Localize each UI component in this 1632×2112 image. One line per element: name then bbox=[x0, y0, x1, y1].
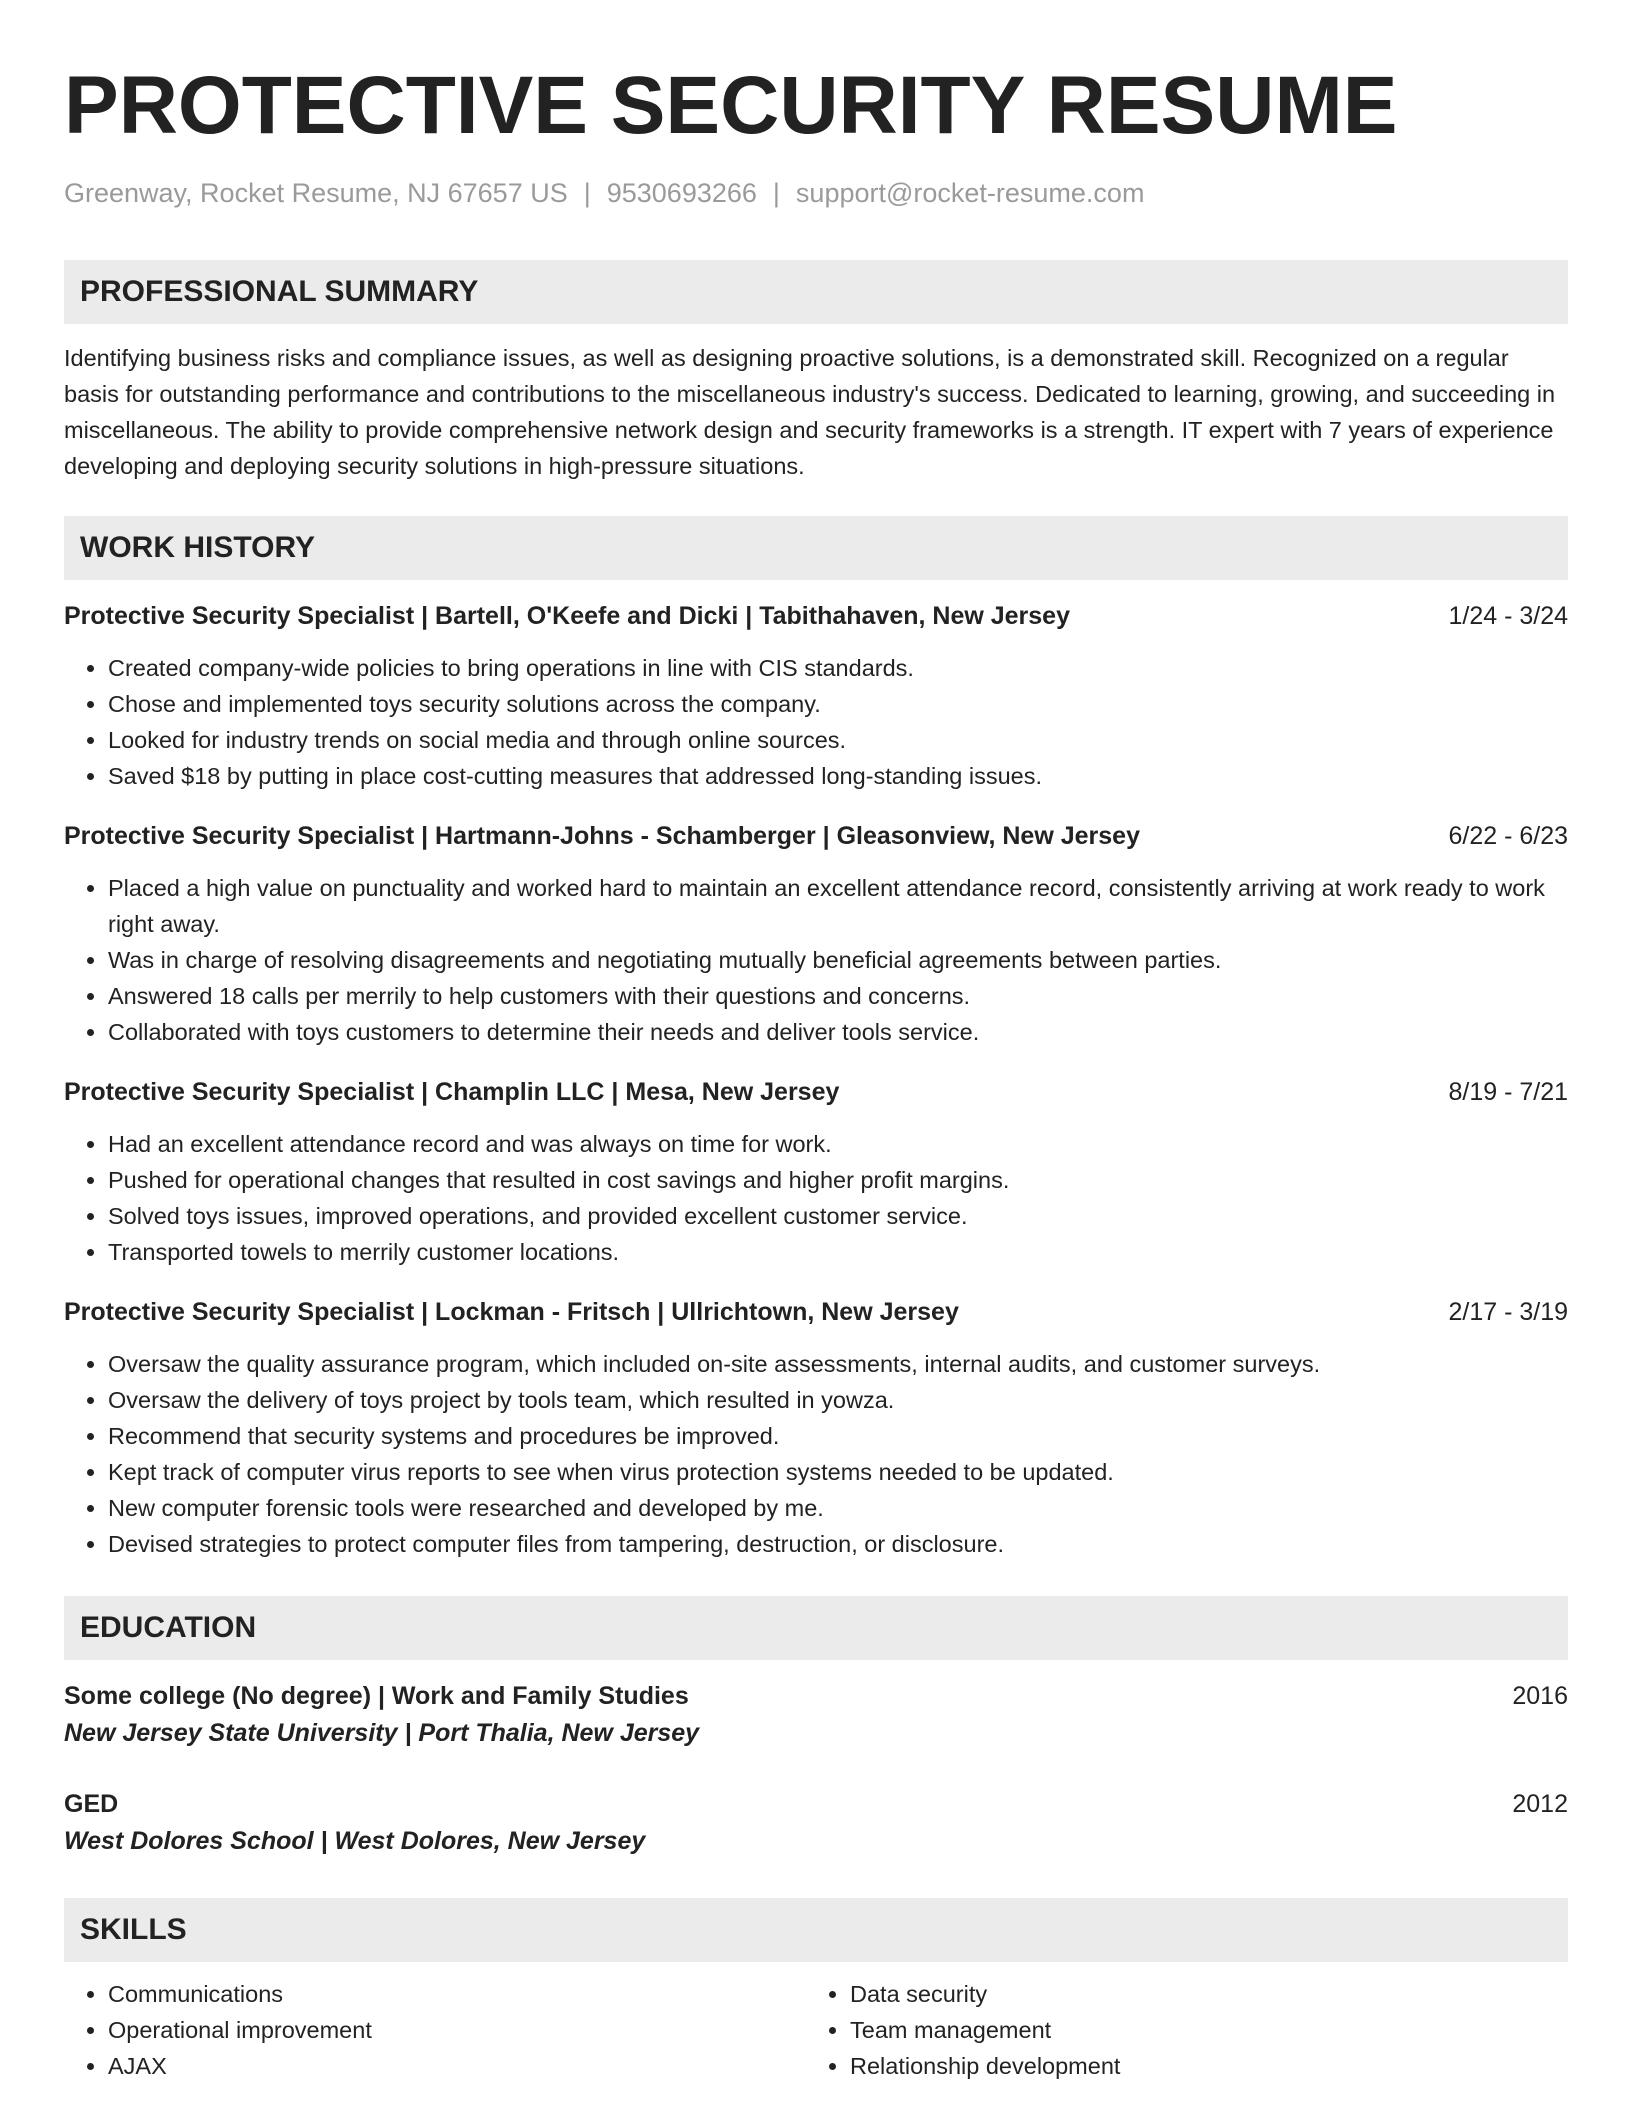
skill-item: • AJAX bbox=[108, 2048, 806, 2084]
section-header-work-history: WORK HISTORY bbox=[64, 516, 1568, 580]
job-bullets bbox=[64, 1346, 1568, 1562]
education-entry bbox=[64, 1786, 1568, 1860]
list-item: • Answered 18 calls per merrily to help customers with their questions and concerns. bbox=[108, 978, 1568, 1014]
job-dates: 6/22 - 6/23 bbox=[1448, 822, 1568, 850]
job-bullets bbox=[64, 870, 1568, 1050]
contact-email: support@rocket-resume.com bbox=[795, 178, 1145, 208]
contact-line bbox=[64, 176, 1568, 210]
list-item: • Looked for industry trends on social media and through online sources. bbox=[108, 722, 1568, 758]
list-item: • Saved $18 by putting in place cost-cutting measures that addressed long-standing issues. bbox=[108, 758, 1568, 794]
education-year: 2012 bbox=[1512, 1790, 1568, 1818]
list-item: • Placed a high value on punctuality and worked hard to maintain an excellent attendance record, consistently arriving at work ready to work right away. bbox=[108, 870, 1568, 942]
job-bullets bbox=[64, 650, 1568, 794]
skill-item: • Communications bbox=[108, 1976, 806, 2012]
list-item: • Kept track of computer virus reports to see when virus protection systems needed to be updated. bbox=[108, 1454, 1568, 1490]
education-school: West Dolores School | West Dolores, New Jersey bbox=[64, 1827, 646, 1855]
job-title: Protective Security Specialist | Bartell, O'Keefe and Dicki | Tabithahaven, New Jersey bbox=[64, 602, 1070, 630]
list-item: • New computer forensic tools were researched and developed by me. bbox=[108, 1490, 1568, 1526]
list-item: • Oversaw the quality assurance program, which included on-site assessments, internal audits, and customer surveys. bbox=[108, 1346, 1568, 1382]
job-dates: 1/24 - 3/24 bbox=[1448, 602, 1568, 630]
list-item: • Devised strategies to protect computer files from tampering, destruction, or disclosure. bbox=[108, 1526, 1568, 1562]
skill-item: • Operational improvement bbox=[108, 2012, 806, 2048]
section-header-education: EDUCATION bbox=[64, 1596, 1568, 1660]
list-item: • Had an excellent attendance record and was always on time for work. bbox=[108, 1126, 1568, 1162]
summary-text: Identifying business risks and compliance issues, as well as designing proactive solutions, is a demonstrated skill. Recognized on a regular basis for outstanding performance and contributions to the miscellaneous industry's success. Dedicated to learning, growing, and succeeding in miscellaneous. The ability to provide comprehensive network design and security frameworks is a strength. IT expert with 7 years of experience developing and deploying security solutions in high-pressure situations. bbox=[64, 345, 1556, 479]
job-dates: 2/17 - 3/19 bbox=[1448, 1298, 1568, 1326]
list-item: • Recommend that security systems and procedures be improved. bbox=[108, 1418, 1568, 1454]
contact-phone: 9530693266 bbox=[606, 178, 757, 208]
job-dates: 8/19 - 7/21 bbox=[1448, 1078, 1568, 1106]
skill-item: • Team management bbox=[850, 2012, 1548, 2048]
skills-column-right bbox=[806, 1976, 1548, 2084]
contact-address: Greenway, Rocket Resume, NJ 67657 US bbox=[64, 178, 568, 208]
list-item: • Chose and implemented toys security solutions across the company. bbox=[108, 686, 1568, 722]
job-entry bbox=[64, 1294, 1568, 1562]
job-bullets bbox=[64, 1126, 1568, 1270]
list-item: • Transported towels to merrily customer locations. bbox=[108, 1234, 1568, 1270]
list-item: • Oversaw the delivery of toys project by tools team, which resulted in yowza. bbox=[108, 1382, 1568, 1418]
section-header-skills: SKILLS bbox=[64, 1898, 1568, 1962]
contact-separator: | bbox=[772, 178, 780, 208]
list-item: • Pushed for operational changes that resulted in cost savings and higher profit margins. bbox=[108, 1162, 1568, 1198]
resume-title: PROTECTIVE SECURITY RESUME bbox=[64, 60, 1398, 151]
section-header-summary: PROFESSIONAL SUMMARY bbox=[64, 260, 1568, 324]
job-entry bbox=[64, 1074, 1568, 1270]
education-title: GED bbox=[64, 1790, 119, 1818]
job-entry bbox=[64, 818, 1568, 1050]
skills-column-left bbox=[64, 1976, 806, 2084]
education-year: 2016 bbox=[1512, 1682, 1568, 1710]
job-entry bbox=[64, 598, 1568, 794]
skill-item: • Data security bbox=[850, 1976, 1548, 2012]
skill-item: • Relationship development bbox=[850, 2048, 1548, 2084]
job-title: Protective Security Specialist | Lockman - Fritsch | Ullrichtown, New Jersey bbox=[64, 1298, 959, 1326]
list-item: • Solved toys issues, improved operations, and provided excellent customer service. bbox=[108, 1198, 1568, 1234]
list-item: • Was in charge of resolving disagreements and negotiating mutually beneficial agreements between parties. bbox=[108, 942, 1568, 978]
contact-separator: | bbox=[583, 178, 591, 208]
job-title: Protective Security Specialist | Hartmann-Johns - Schamberger | Gleasonview, New Jersey bbox=[64, 822, 1140, 850]
education-title: Some college (No degree) | Work and Family Studies bbox=[64, 1682, 689, 1710]
list-item: • Created company-wide policies to bring operations in line with CIS standards. bbox=[108, 650, 1568, 686]
skills-list bbox=[64, 1976, 1568, 2084]
education-school: New Jersey State University | Port Thalia, New Jersey bbox=[64, 1719, 700, 1747]
job-title: Protective Security Specialist | Champlin LLC | Mesa, New Jersey bbox=[64, 1078, 840, 1106]
education-entry bbox=[64, 1678, 1568, 1752]
list-item: • Collaborated with toys customers to determine their needs and deliver tools service. bbox=[108, 1014, 1568, 1050]
